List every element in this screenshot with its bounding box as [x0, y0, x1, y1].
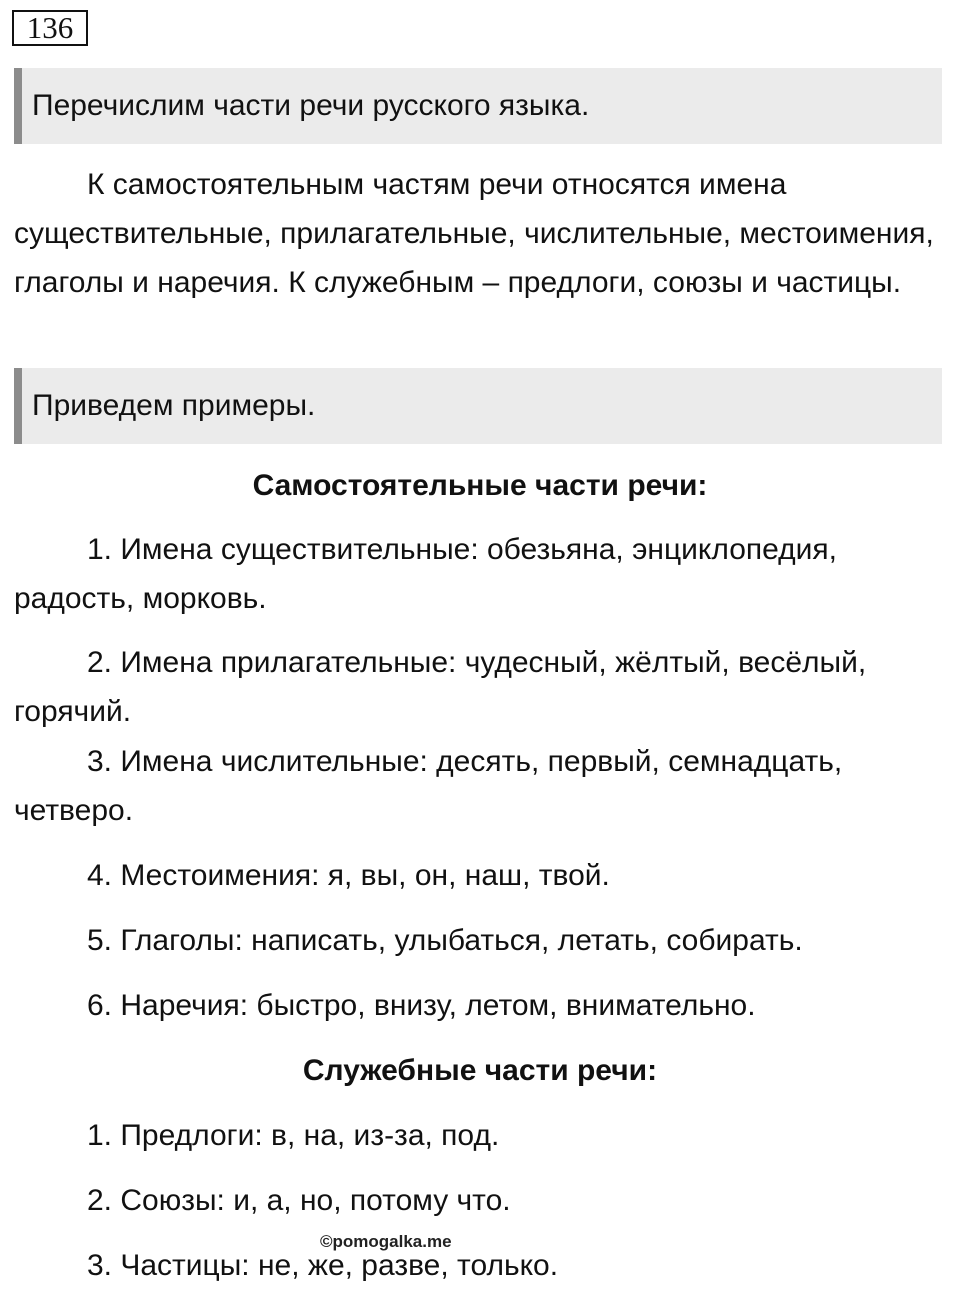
list-item: 3. Имена числительные: десять, первый, семнадцать, четверо.: [14, 745, 843, 827]
watermark: ©pomogalka.me: [320, 1232, 452, 1251]
independent-parts-heading: Самостоятельные части речи:: [252, 469, 708, 502]
list-item: 5. Глаголы: написать, улыбаться, летать, собирать.: [87, 924, 803, 957]
list-item: 3. Частицы: не, же, разве, только.: [87, 1249, 559, 1282]
task-number: 136: [12, 10, 88, 46]
list-item: 1. Предлоги: в, на, из-за, под.: [87, 1119, 500, 1152]
list-item: 2. Имена прилагательные: чудесный, жёлтый, весёлый, горячий.: [14, 646, 867, 728]
list-item: 2. Союзы: и, а, но, потому что.: [87, 1184, 511, 1217]
callout-intro: Перечислим части речи русского языка.: [14, 68, 942, 144]
list-item: 1. Имена существительные: обезьяна, энциклопедия, радость, морковь.: [14, 533, 838, 615]
auxiliary-parts-heading: Служебные части речи:: [302, 1054, 658, 1087]
callout-examples: Приведем примеры.: [14, 368, 942, 444]
list-item: 6. Наречия: быстро, внизу, летом, внимательно.: [87, 989, 756, 1022]
list-item: 4. Местоимения: я, вы, он, наш, твой.: [87, 859, 610, 892]
intro-paragraph: К самостоятельным частям речи относятся имена существительные, прилагательные, числительные, местоимения, глаголы и наречия. К служебным – предлоги, союзы и частицы.: [14, 168, 934, 299]
